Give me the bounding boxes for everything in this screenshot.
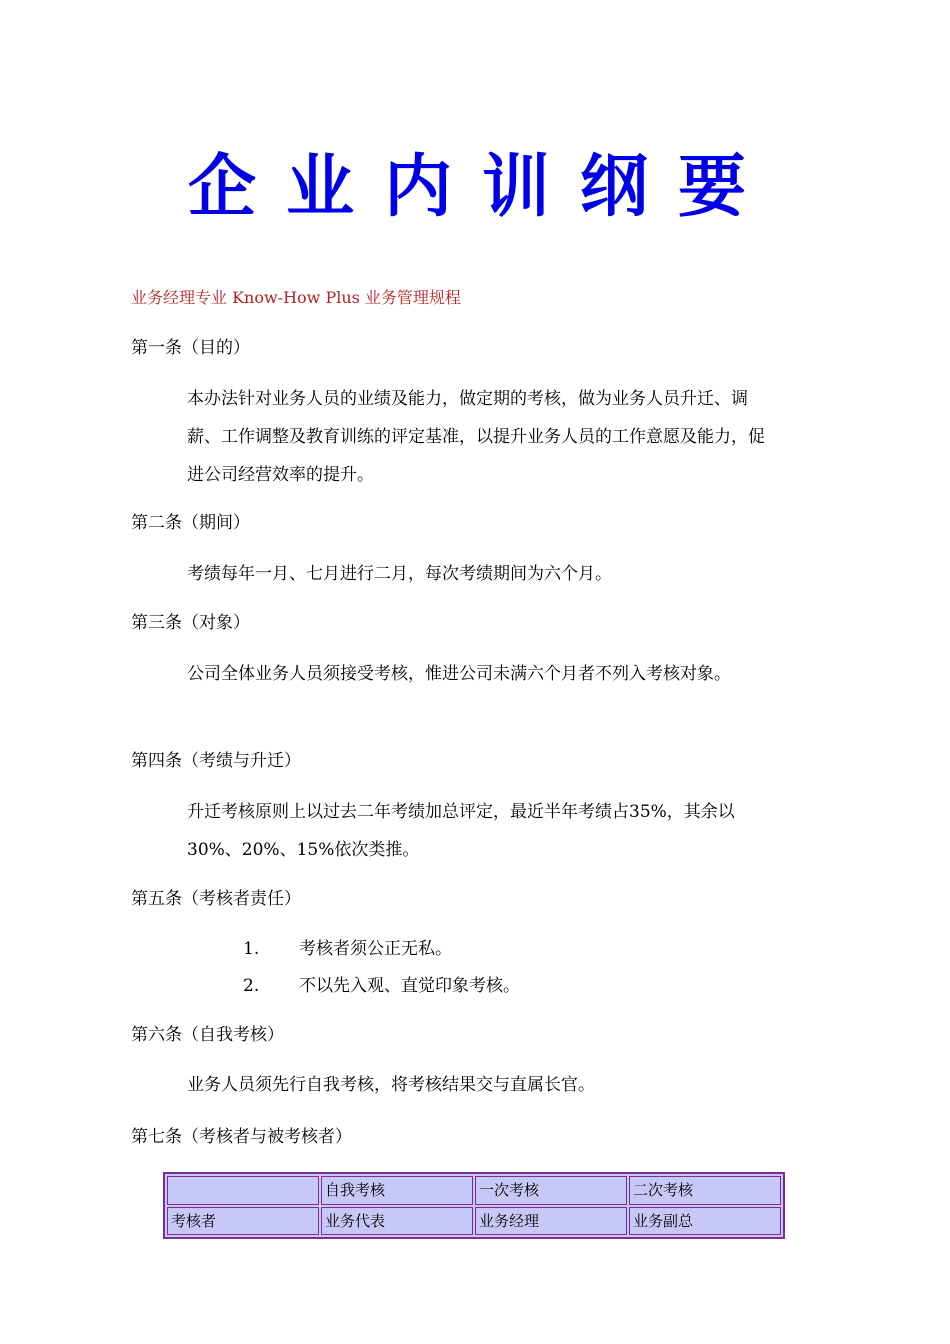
table-cell: 业务代表 [321, 1207, 473, 1236]
table-cell [167, 1176, 319, 1205]
list-item [243, 974, 520, 998]
table-header-row [167, 1176, 781, 1205]
article-heading-4: 第四条（考绩与升迁） [131, 751, 301, 771]
assessor-table-grid [165, 1174, 783, 1237]
article-body-1: 本办法针对业务人员的业绩及能力，做定期的考核，做为业务人员升迁、调薪、工作调整及教育训练的评定基准，以提升业务人员的工作意愿及能力，促进公司经营效率的提升。 [187, 389, 765, 485]
table-cell: 考核者 [167, 1207, 319, 1236]
table-cell: 自我考核 [321, 1176, 473, 1205]
list-item [243, 937, 452, 961]
list-text: 考核者须公正无私。 [299, 939, 452, 959]
article-body-6: 业务人员须先行自我考核，将考核结果交与直属长官。 [187, 1075, 595, 1095]
article-heading-7: 第七条（考核者与被考核者） [131, 1127, 352, 1147]
page-title: 企业内训纲要 [187, 148, 776, 227]
document-subtitle: 业务经理专业 Know-How Plus 业务管理规程 [131, 288, 461, 307]
article-body-2: 考绩每年一月、七月进行二月，每次考绩期间为六个月。 [187, 564, 612, 584]
article-heading-5: 第五条（考核者责任） [131, 889, 301, 909]
article-body-4: 升迁考核原则上以过去二年考绩加总评定，最近半年考绩占35%，其余以30%、20%、15%依次类推。 [187, 802, 735, 860]
list-number: 2. [243, 976, 260, 996]
article-heading-3: 第三条（对象） [131, 613, 250, 633]
article-heading-1: 第一条（目的） [131, 338, 250, 358]
list-text: 不以先入观、直觉印象考核。 [299, 976, 520, 996]
table-cell: 业务副总 [629, 1207, 781, 1236]
assessor-table [163, 1172, 785, 1239]
table-cell: 一次考核 [475, 1176, 627, 1205]
table-cell: 业务经理 [475, 1207, 627, 1236]
article-heading-2: 第二条（期间） [131, 513, 250, 533]
article-body-3: 公司全体业务人员须接受考核，惟进公司未满六个月者不列入考核对象。 [187, 664, 731, 684]
table-cell: 二次考核 [629, 1176, 781, 1205]
table-row [167, 1207, 781, 1236]
article-heading-6: 第六条（自我考核） [131, 1025, 284, 1045]
list-number: 1. [243, 939, 260, 959]
